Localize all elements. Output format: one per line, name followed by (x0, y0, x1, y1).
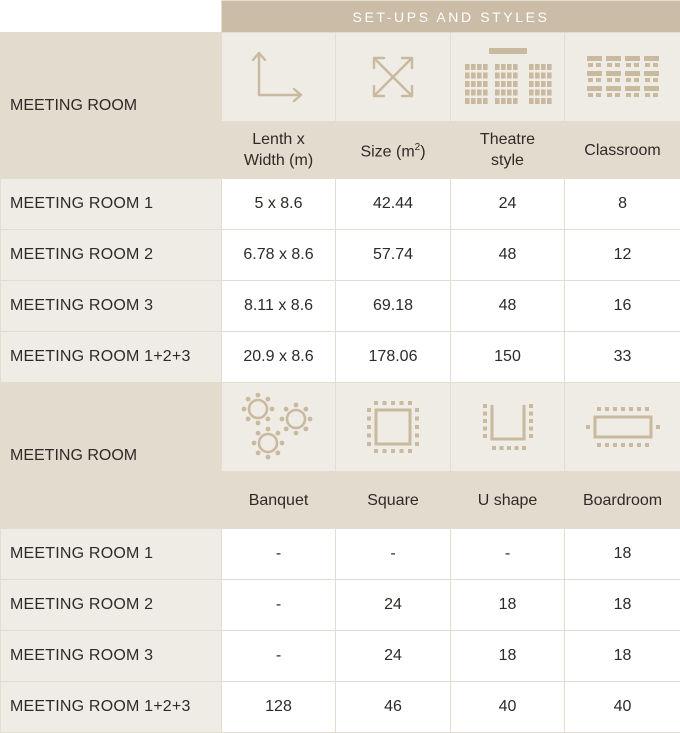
cell-value: 33 (565, 332, 680, 383)
section2-icon-row (1, 383, 680, 472)
title-row (1, 1, 680, 33)
table-row (1, 580, 680, 631)
cell-value: 40 (451, 682, 565, 733)
arrows-axes-icon (222, 33, 336, 122)
room-name: MEETING ROOM 1 (1, 529, 222, 580)
col-header-boardroom: Boardroom (565, 472, 680, 529)
table-row (1, 179, 680, 230)
blank-corner (1, 1, 222, 33)
room-name: MEETING ROOM 2 (1, 580, 222, 631)
cell-value: 8 (565, 179, 680, 230)
cell-value: - (222, 580, 336, 631)
cell-value: 48 (451, 230, 565, 281)
cell-value: 150 (451, 332, 565, 383)
cell-value: 18 (565, 631, 680, 682)
section1-icon-row (1, 33, 680, 122)
col-header-square: Square (336, 472, 451, 529)
col-header-theatre: Theatre style (451, 122, 565, 179)
classroom-seating-icon (565, 33, 680, 122)
table-title: SET-UPS AND STYLES (222, 1, 680, 33)
table-row (1, 281, 680, 332)
u-shape-layout-icon (451, 383, 565, 472)
banquet-tables-icon (222, 383, 336, 472)
cell-value: 24 (336, 580, 451, 631)
room-name: MEETING ROOM 1+2+3 (1, 682, 222, 733)
cell-value: 12 (565, 230, 680, 281)
room-name: MEETING ROOM 1 (1, 179, 222, 230)
room-name: MEETING ROOM 3 (1, 281, 222, 332)
cell-value: 18 (451, 631, 565, 682)
room-name: MEETING ROOM 1+2+3 (1, 332, 222, 383)
col-header-banquet: Banquet (222, 472, 336, 529)
table-row (1, 332, 680, 383)
col-header-length-width: Lenth x Width (m) (222, 122, 336, 179)
cell-value: 46 (336, 682, 451, 733)
square-layout-icon (336, 383, 451, 472)
cell-value: - (336, 529, 451, 580)
cell-value: 18 (565, 580, 680, 631)
table-row (1, 682, 680, 733)
cell-value: 69.18 (336, 281, 451, 332)
cell-value: 57.74 (336, 230, 451, 281)
cell-value: 18 (565, 529, 680, 580)
cell-value: 128 (222, 682, 336, 733)
table-row (1, 631, 680, 682)
cell-value: 40 (565, 682, 680, 733)
cell-value: - (222, 631, 336, 682)
cell-value: - (222, 529, 336, 580)
col-header-u-shape: U shape (451, 472, 565, 529)
cell-value: - (451, 529, 565, 580)
cell-value: 20.9 x 8.6 (222, 332, 336, 383)
col-header-size: Size $(m^2)$ (336, 122, 451, 179)
section1-label: MEETING ROOM (1, 33, 222, 179)
cell-value: 24 (336, 631, 451, 682)
theatre-seating-icon (451, 33, 565, 122)
cell-value: 48 (451, 281, 565, 332)
room-name: MEETING ROOM 3 (1, 631, 222, 682)
boardroom-layout-icon (565, 383, 680, 472)
cell-value: 5 x 8.6 (222, 179, 336, 230)
cell-value: 8.11 x 8.6 (222, 281, 336, 332)
expand-arrows-icon (336, 33, 451, 122)
cell-value: 178.06 (336, 332, 451, 383)
cell-value: 16 (565, 281, 680, 332)
room-name: MEETING ROOM 2 (1, 230, 222, 281)
cell-value: 42.44 (336, 179, 451, 230)
cell-value: 6.78 x 8.6 (222, 230, 336, 281)
col-header-classroom: Classroom (565, 122, 680, 179)
cell-value: 24 (451, 179, 565, 230)
table-row (1, 529, 680, 580)
cell-value: 18 (451, 580, 565, 631)
section2-label: MEETING ROOM (1, 383, 222, 529)
table-row (1, 230, 680, 281)
